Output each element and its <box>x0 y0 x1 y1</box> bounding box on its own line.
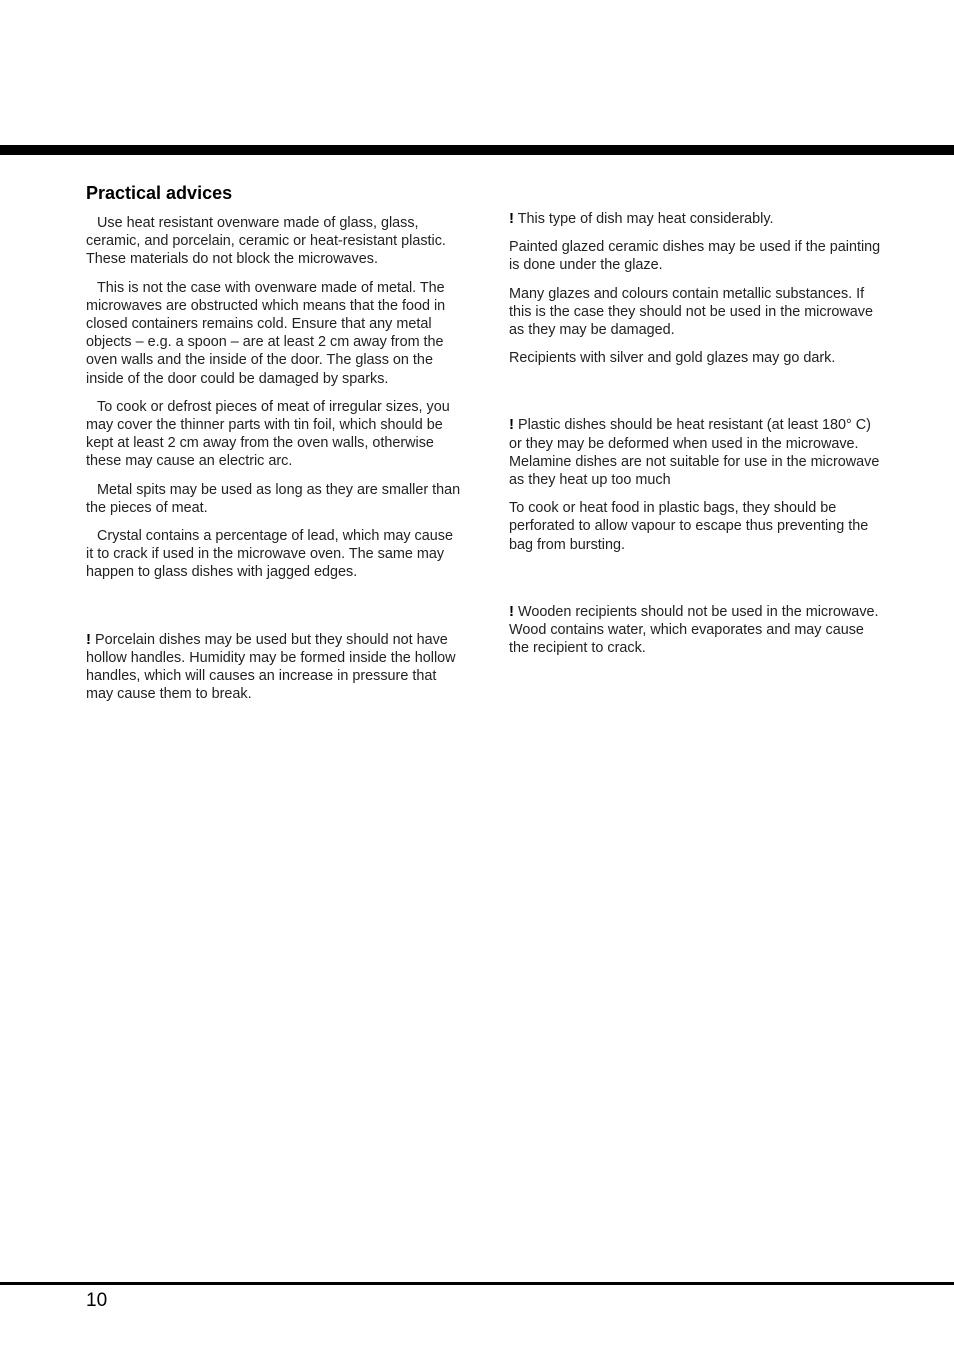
top-rule <box>0 145 954 155</box>
paragraph-tin-foil: To cook or defrost pieces of meat of irregular sizes, you may cover the thinner parts with tin foil, which should be kept at least 2 cm away from the oven walls, otherwise these may cause an electric arc. <box>86 398 450 470</box>
warning-plastic <box>509 416 887 489</box>
warning-porcelain <box>86 631 464 704</box>
paragraph-silver-gold: Recipients with silver and gold glazes may go dark. <box>509 350 836 367</box>
warning-icon: ! <box>509 602 514 620</box>
warning-icon: ! <box>509 210 514 227</box>
paragraph-ovenware: Use heat resistant ovenware made of glass, glass, ceramic, and porcelain, ceramic or heat-resistant plastic. These materials do not block the microwaves. <box>86 215 446 268</box>
paragraph-painted-glazed: Painted glazed ceramic dishes may be used if the painting is done under the glaze. <box>509 239 881 274</box>
bottom-rule <box>0 1282 954 1285</box>
warning-ceramic-text: This type of dish may heat considerably. <box>517 211 774 227</box>
warning-icon: ! <box>509 416 514 434</box>
warning-wood <box>509 603 887 658</box>
paragraph-plastic-bags: To cook or heat food in plastic bags, they should be perforated to allow vapour to escape thus preventing the bag from bursting. <box>509 500 869 553</box>
warning-icon: ! <box>86 630 91 648</box>
left-column <box>86 182 464 713</box>
warning-wood-text: Wooden recipients should not be used in the microwave. Wood contains water, which evaporates and may cause the recipient to crack. <box>509 603 879 657</box>
warning-porcelain-text: Porcelain dishes may be used but they should not have hollow handles. Humidity may be formed inside the hollow handles, which will causes an increase in pressure that may cause them to break. <box>86 631 456 703</box>
warning-ceramic <box>509 210 887 228</box>
warning-plastic-text: Plastic dishes should be heat resistant (at least 180° C) or they may be deformed when used in the microwave. Melamine dishes are not suitable for use in the microwave as they heat up too much <box>509 417 880 489</box>
spacer <box>86 592 464 631</box>
page-number: 10 <box>86 1290 108 1311</box>
spacer <box>509 377 887 416</box>
right-column <box>509 210 887 667</box>
paragraph-glazes-colours: Many glazes and colours contain metallic substances. If this is the case they should not be used in the microwave as they may be damaged. <box>509 285 873 339</box>
spacer <box>509 564 887 603</box>
paragraph-crystal: Crystal contains a percentage of lead, which may cause it to crack if used in the microwave oven. The same may happen to glass dishes with jagged edges. <box>86 528 453 581</box>
paragraph-metal-spits: Metal spits may be used as long as they are smaller than the pieces of meat. <box>86 481 461 516</box>
paragraph-metal: This is not the case with ovenware made of metal. The microwaves are obstructed which means that the food in closed containers remains cold. Ensure that any metal objects – e.g. a spoon – are at least 2 cm away from the oven walls and the inside of the door. The glass on the inside of the door could be damaged by sparks. <box>86 279 446 387</box>
page-heading: Practical advices <box>86 183 233 203</box>
